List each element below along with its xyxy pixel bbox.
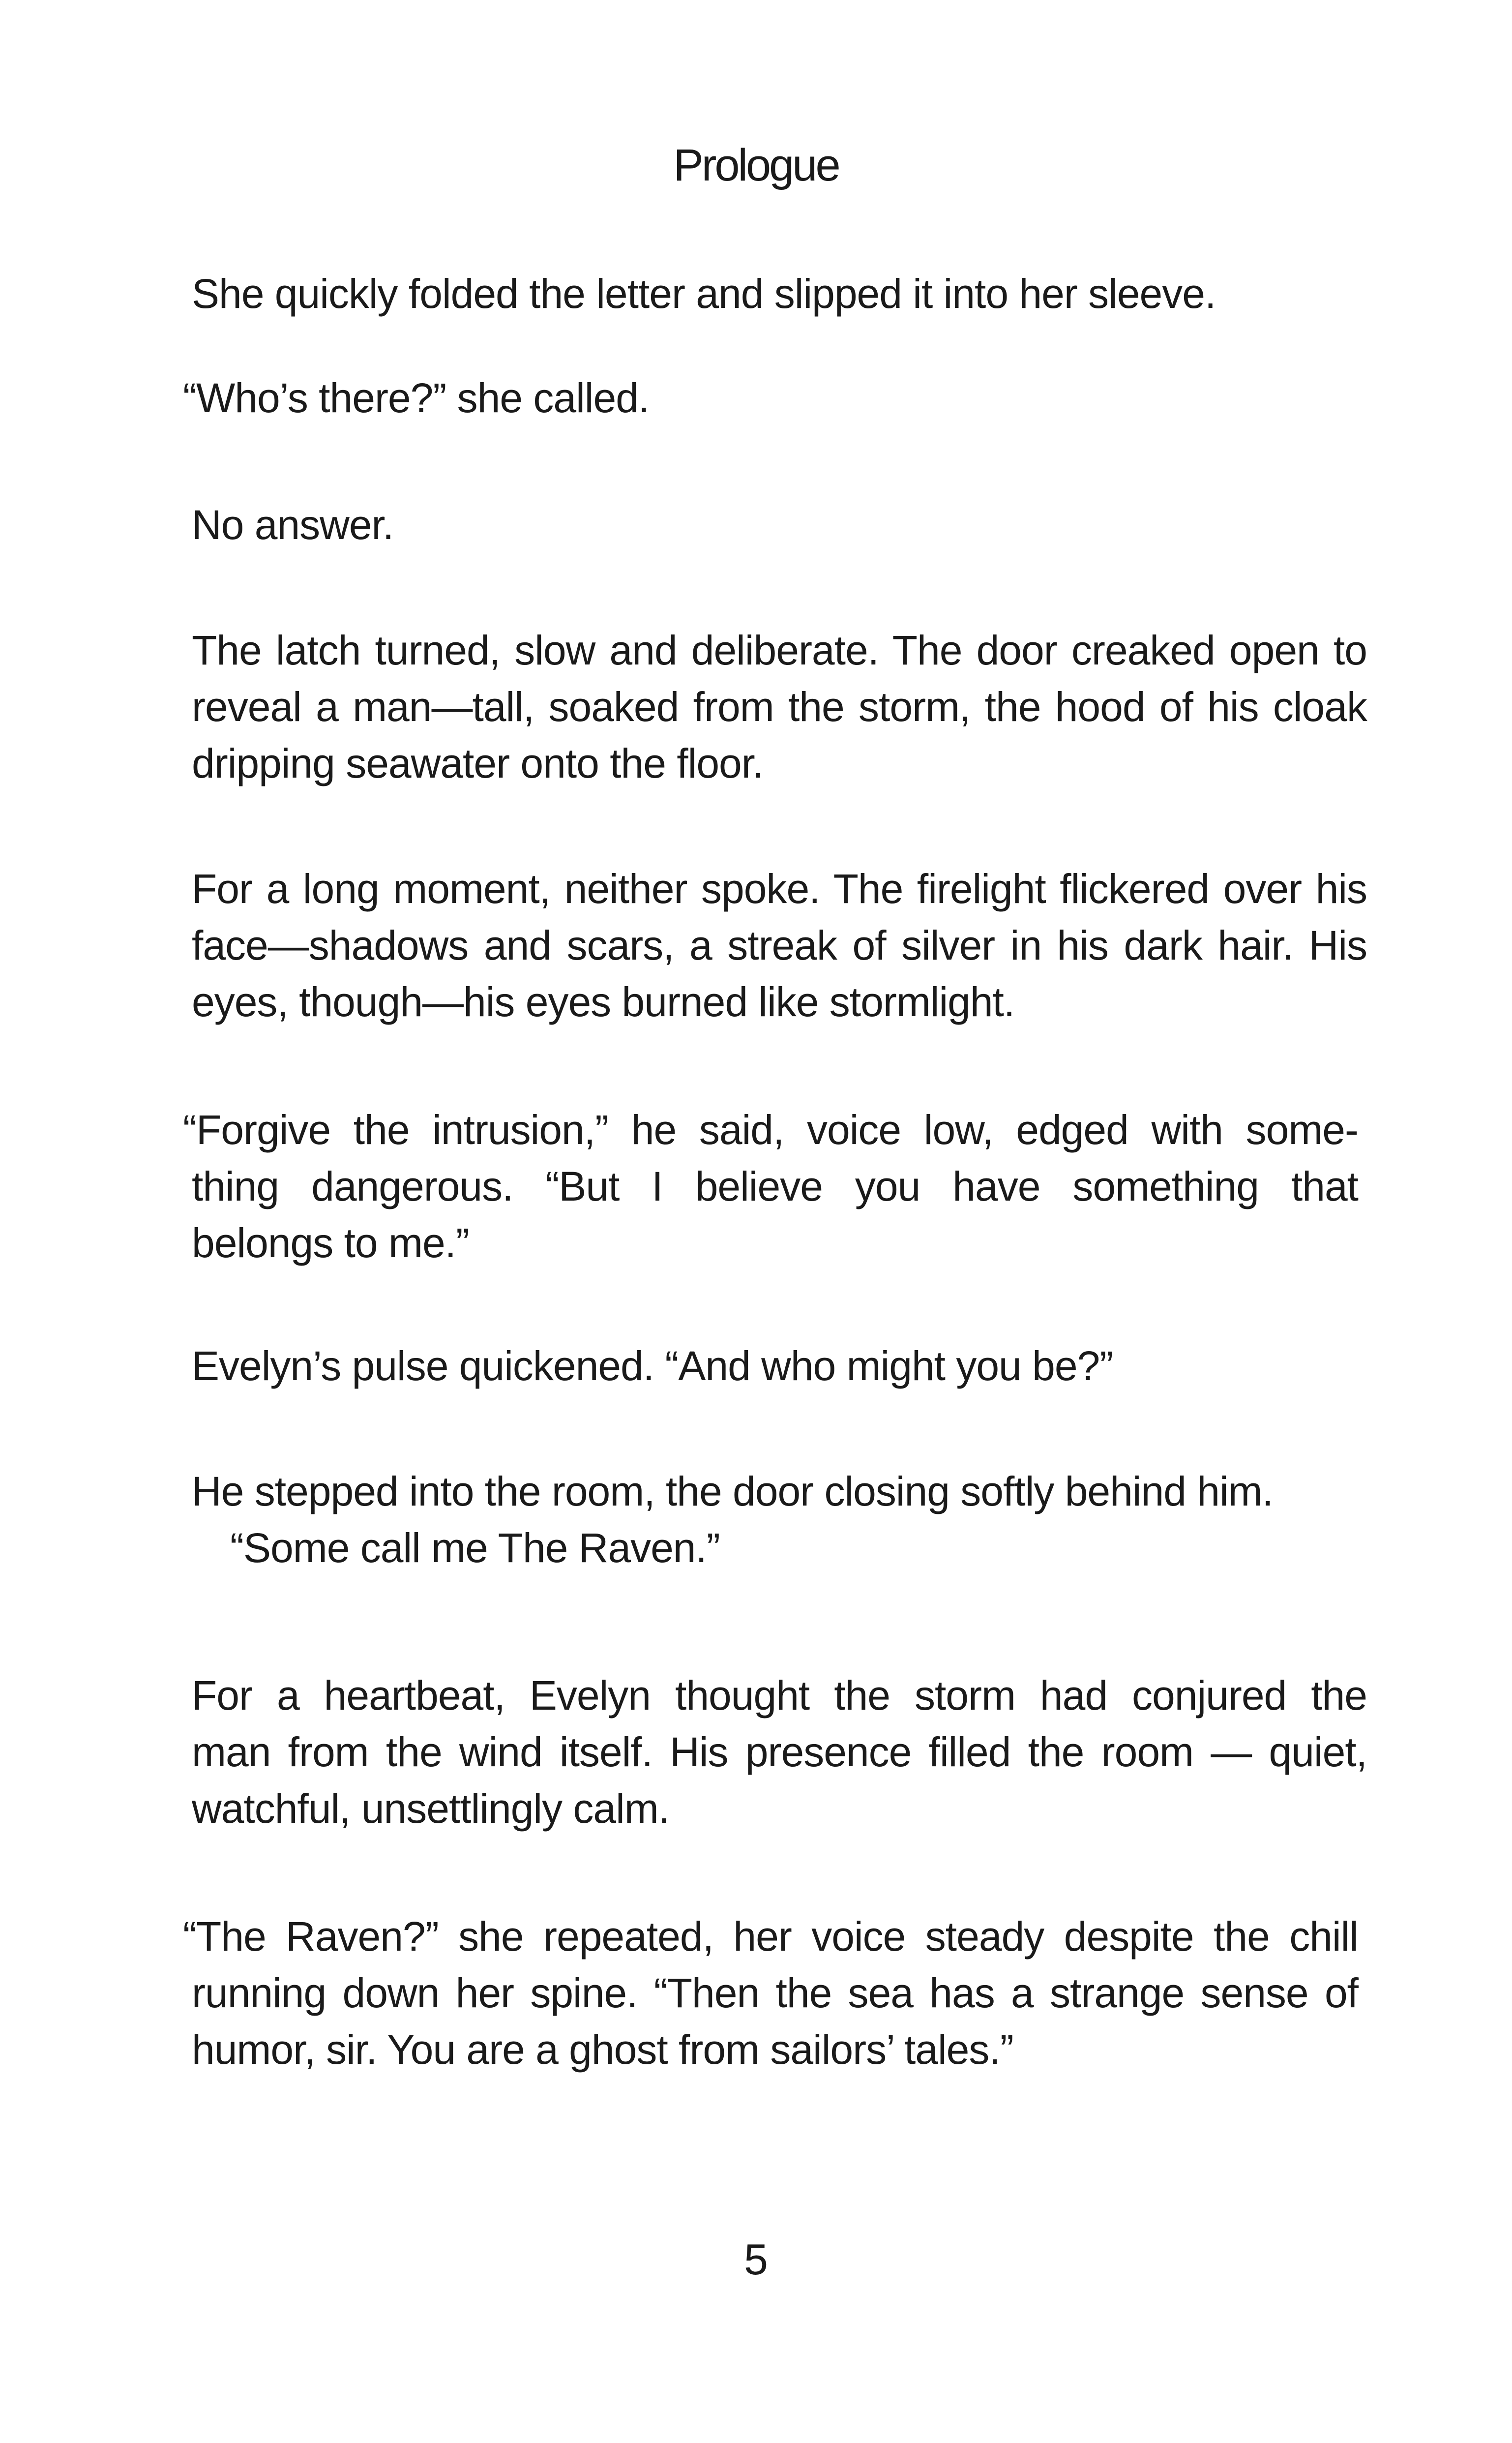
- paragraph-line: dripping seawater onto the floor.: [192, 740, 764, 786]
- paragraph-line: He stepped into the room, the door closing softly behind him.: [192, 1468, 1273, 1514]
- paragraph-line: For a long moment, neither spoke. The firelight flickered over his: [192, 866, 1367, 912]
- paragraph-3: [192, 497, 1367, 553]
- paragraph-7: [192, 1338, 1367, 1394]
- paragraph-8: [192, 1463, 1367, 1576]
- paragraph-9: [192, 1667, 1367, 1837]
- paragraph-line: “Who’s there?” she called.: [183, 375, 650, 421]
- paragraph-line: eyes, though—his eyes burned like stormlight.: [192, 979, 1015, 1025]
- paragraph-line: For a heartbeat, Evelyn thought the storm had conjured the: [192, 1672, 1367, 1719]
- paragraph-4: [192, 622, 1367, 792]
- paragraph-line: The latch turned, slow and deliberate. The door creaked open to: [192, 627, 1367, 673]
- paragraph-6: [183, 1102, 1358, 1271]
- chapter-title: Prologue: [673, 140, 839, 190]
- paragraph-2: [183, 370, 1358, 426]
- paragraph-line: watchful, unsettlingly calm.: [192, 1785, 670, 1832]
- paragraph-line: man from the wind itself. His presence filled the room — quiet,: [192, 1729, 1367, 1775]
- paragraph-line: “Some call me The Raven.”: [230, 1525, 720, 1571]
- paragraph-line: running down her spine. “Then the sea has a strange sense of: [192, 1970, 1358, 2016]
- paragraph-line: Evelyn’s pulse quickened. “And who might you be?”: [192, 1343, 1113, 1389]
- paragraph-line: “Forgive the intrusion,” he said, voice low, edged with some-: [183, 1107, 1358, 1153]
- paragraph-line: No answer.: [192, 502, 394, 548]
- paragraph-line: She quickly folded the letter and slipped it into her sleeve.: [192, 271, 1216, 317]
- paragraph-1: [192, 266, 1367, 322]
- paragraph-line: thing dangerous. “But I believe you have something that: [192, 1163, 1358, 1209]
- paragraph-line: humor, sir. You are a ghost from sailors’ tales.”: [192, 2026, 1013, 2073]
- paragraph-10: [183, 1908, 1358, 2078]
- paragraph-line: reveal a man—tall, soaked from the storm, the hood of his cloak: [192, 684, 1367, 730]
- paragraph-line: belongs to me.”: [192, 1220, 469, 1266]
- paragraph-line: face—shadows and scars, a streak of silver in his dark hair. His: [192, 922, 1367, 968]
- page-number: 5: [744, 2235, 768, 2284]
- paragraph-5: [192, 861, 1367, 1030]
- paragraph-line: “The Raven?” she repeated, her voice steady despite the chill: [183, 1913, 1358, 1960]
